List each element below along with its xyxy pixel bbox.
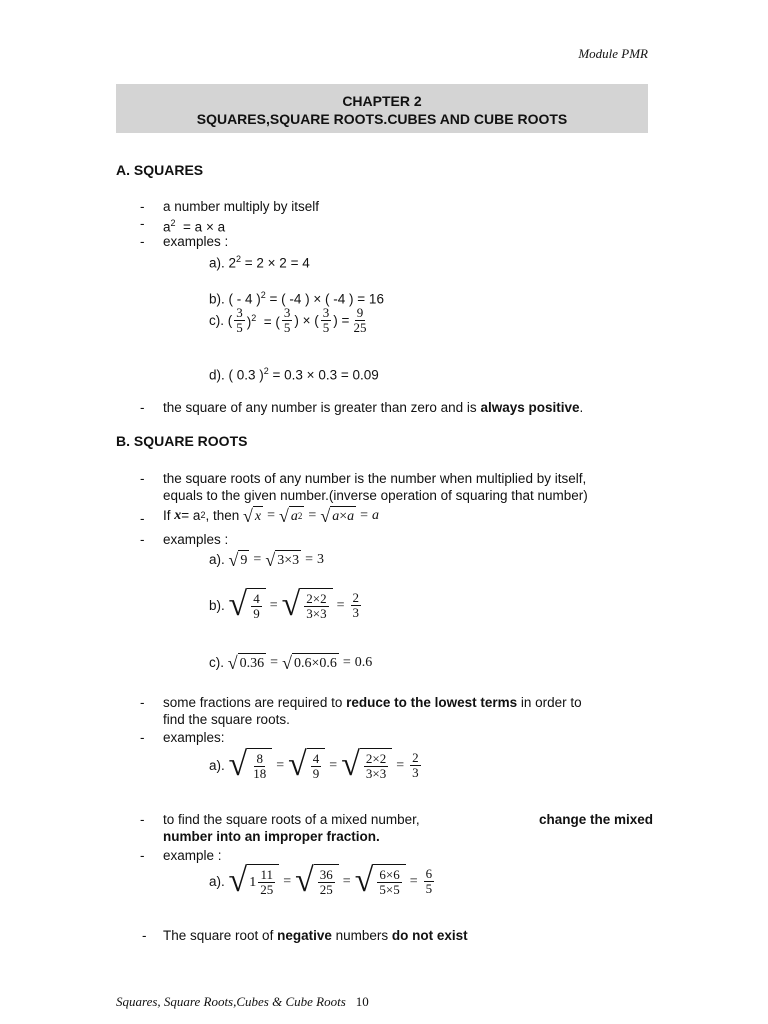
square-roots-definition: the square roots of any number is the number when multiplied by itself, equals to the given number.(inverse operation of squaring that number) — [163, 471, 588, 503]
squares-definition: a number multiply by itself — [163, 199, 320, 214]
page-number: 10 — [355, 994, 369, 1009]
mixed-number-note: to find the square roots of a mixed number, change the mixed number into an improper fraction. — [163, 812, 653, 844]
examples-label: examples : — [163, 532, 229, 547]
examples-label: examples : — [163, 234, 229, 249]
bullet-dash: - — [140, 812, 145, 827]
mixed-example-a: a). √ 1 $\frac{11}{25}$ = √ $\frac{36}{25}$ = √ $\frac{6\times 6}{5\times 5}$ = $\frac{6}{5}$ — [209, 862, 433, 899]
root-example-a: a). √ 9 = √ 3×3 = 3 — [209, 550, 325, 570]
chapter-number: CHAPTER 2 — [342, 93, 422, 109]
squares-formula: $a^2 = a \times a$ — [163, 218, 226, 235]
example-label: example : — [163, 848, 222, 863]
section-b-heading: B. SQUARE ROOTS — [116, 433, 248, 449]
module-header: Module PMR — [578, 46, 648, 61]
squares-note: the square of any number is greater than zero and is always positive. — [163, 400, 584, 415]
reduce-example-a: a). √ $\frac{8}{18}$ = √ $\frac{4}{9}$ = √ $\frac{2\times 2}{3\times 3}$ = $\frac{2}{3}$ — [209, 746, 419, 783]
bullet-dash: - — [140, 199, 145, 214]
bullet-dash: - — [140, 532, 145, 547]
square-example-a: a). $2^2 = 2 \times 2 = 4$ — [209, 254, 310, 271]
bullet-dash: - — [140, 848, 145, 863]
bullet-dash: - — [142, 928, 147, 943]
bullet-dash: - — [140, 216, 145, 231]
square-example-d: d). ( 0.3 )$^2$ = 0.3 × 0.3 = 0.09 — [209, 366, 379, 383]
bullet-dash: - — [140, 400, 145, 415]
bullet-dash: - — [140, 695, 145, 710]
square-example-c: c). ( $\frac{3}{5}$ )$^2$ = ( $\frac{3}{5}$ ) × ( $\frac{3}{5}$ ) = $\frac{9}{25}$ — [209, 305, 367, 335]
root-example-b: b). √ $\frac{4}{9}$ = √ $\frac{2\times 2}{3\times 3}$ = $\frac{2}{3}$ — [209, 586, 360, 623]
bullet-dash: - — [140, 730, 145, 745]
chapter-title: SQUARES,SQUARE ROOTS.CUBES AND CUBE ROOTS — [196, 111, 568, 127]
chapter-title-box — [116, 84, 648, 133]
square-roots-formula: If x = a 2 , then √ x = √ a 2 = √ a × a = a — [163, 506, 380, 526]
bullet-dash: - — [140, 511, 145, 526]
section-a-heading: A. SQUARES — [116, 162, 204, 178]
square-example-b: b). ( - 4 )$^2$ = ( -4 ) × ( -4 ) = 16 — [209, 290, 384, 307]
reduce-fractions-note: some fractions are required to reduce to the lowest terms in order to find the square roots. — [163, 695, 582, 727]
root-example-c: c). √ 0.36 = √ 0.6×0.6 = 0.6 — [209, 653, 373, 673]
page-footer: Squares, Square Roots,Cubes & Cube Roots 10 — [116, 994, 369, 1009]
negative-roots-note: The square root of negative numbers do not exist — [163, 928, 468, 943]
examples-label: examples: — [163, 730, 225, 745]
bullet-dash: - — [140, 471, 145, 486]
bullet-dash: - — [140, 234, 145, 249]
